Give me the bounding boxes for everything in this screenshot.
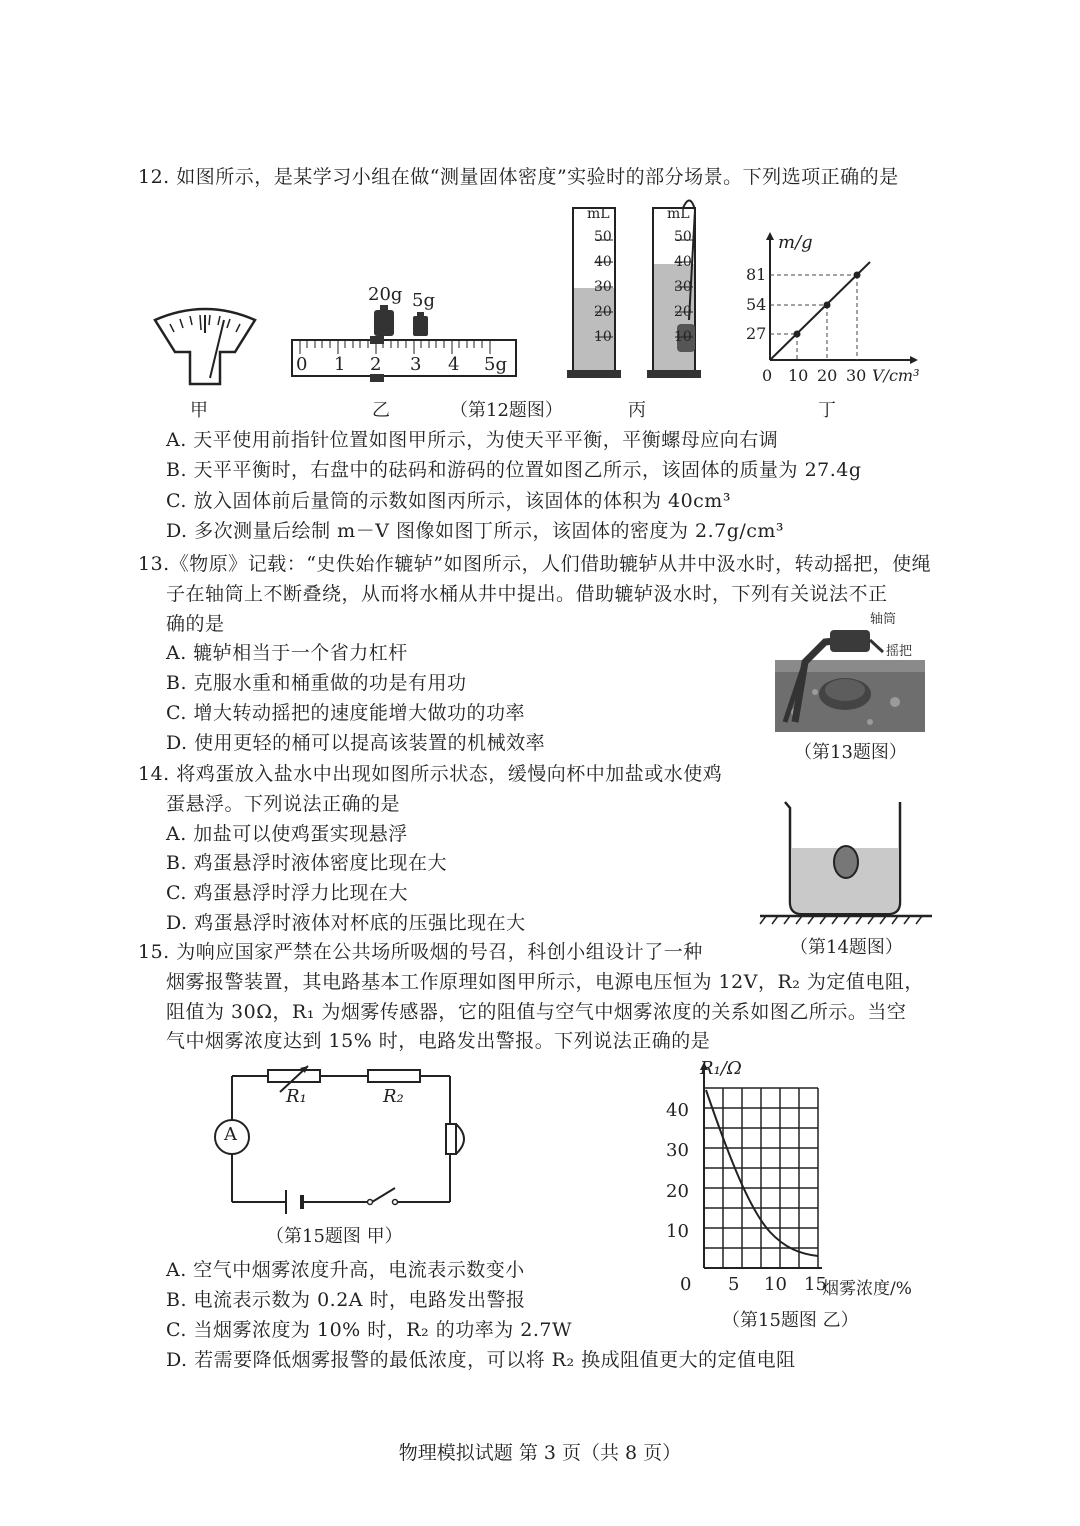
fig12-label-yi: 乙 bbox=[372, 400, 390, 421]
mv-ytick-81: 81 bbox=[746, 265, 767, 284]
q13-option-a: A. 辘轳相当于一个省力杠杆 bbox=[166, 642, 408, 664]
fig12-label-ding: 丁 bbox=[818, 400, 836, 421]
mv-xtick-20: 20 bbox=[817, 366, 838, 385]
q13-option-b: B. 克服水重和桶重做的功是有用功 bbox=[166, 672, 467, 694]
cylinder1-tick-10: 10 bbox=[594, 329, 612, 345]
q14-option-d: D. 鸡蛋悬浮时液体对杯底的压强比现在大 bbox=[166, 912, 526, 934]
scale-tick-0: 0 bbox=[296, 354, 308, 375]
q15-option-b: B. 电流表示数为 0.2A 时，电路发出警报 bbox=[166, 1289, 526, 1311]
r1-graph-ylabel: R₁/Ω bbox=[700, 1058, 742, 1079]
mv-xtick-30: 30 bbox=[846, 366, 867, 385]
q14-option-c: C. 鸡蛋悬浮时浮力比现在大 bbox=[166, 882, 408, 904]
scale-tick-2: 2 bbox=[370, 354, 382, 375]
r2-label: R₂ bbox=[383, 1086, 404, 1107]
fig15a-caption: （第15题图 甲） bbox=[266, 1226, 403, 1247]
q15-option-a: A. 空气中烟雾浓度升高，电流表示数变小 bbox=[166, 1259, 525, 1281]
r1-xtick-5: 5 bbox=[728, 1274, 740, 1295]
q15-stem-line3: 阻值为 30Ω，R₁ 为烟雾传感器，它的阻值与空气中烟雾浓度的关系如图乙所示。当空 bbox=[166, 1001, 907, 1023]
r1-xtick-0: 0 bbox=[680, 1274, 692, 1295]
r1-ytick-10: 10 bbox=[666, 1221, 689, 1242]
cylinder1-tick-50: 50 bbox=[594, 229, 612, 245]
mv-graph-ylabel: m/g bbox=[778, 232, 813, 253]
r1-ytick-20: 20 bbox=[666, 1181, 689, 1202]
q13-option-d: D. 使用更轻的桶可以提高该装置的机械效率 bbox=[166, 732, 546, 754]
fig12-label-bing: 丙 bbox=[628, 400, 646, 421]
graduated-cylinders bbox=[565, 200, 715, 385]
weight-5g-label: 5g bbox=[412, 290, 435, 311]
cylinder2-unit: mL bbox=[667, 206, 690, 222]
scale-tick-5g: 5g bbox=[484, 354, 507, 375]
cylinder2-tick-20: 20 bbox=[674, 304, 692, 320]
ammeter-label: A bbox=[224, 1124, 237, 1145]
q13-stem-line3: 确的是 bbox=[166, 613, 225, 635]
r1-xtick-10: 10 bbox=[764, 1274, 787, 1295]
windlass-photo bbox=[775, 612, 925, 732]
cylinder2-tick-10: 10 bbox=[674, 329, 692, 345]
mv-xtick-0: 0 bbox=[762, 366, 773, 385]
mv-graph-xlabel: V/cm³ bbox=[872, 366, 920, 385]
mv-xtick-10: 10 bbox=[788, 366, 809, 385]
q12-option-a: A. 天平使用前指针位置如图甲所示，为使天平平衡，平衡螺母应向右调 bbox=[166, 429, 779, 451]
fig15b-caption: （第15题图 乙） bbox=[722, 1310, 859, 1331]
r1-concentration-graph bbox=[690, 1060, 825, 1275]
cylinder2-tick-30: 30 bbox=[674, 279, 692, 295]
cylinder1-tick-20: 20 bbox=[594, 304, 612, 320]
smoke-alarm-circuit bbox=[210, 1062, 490, 1212]
beaker-egg-figure bbox=[760, 792, 932, 927]
q14-option-b: B. 鸡蛋悬浮时液体密度比现在大 bbox=[166, 852, 448, 874]
scale-tick-3: 3 bbox=[410, 354, 422, 375]
r1-label: R₁ bbox=[286, 1086, 307, 1107]
q12-option-d: D. 多次测量后绘制 m－V 图像如图丁所示，该固体的密度为 2.7g/cm³ bbox=[166, 520, 785, 542]
q15-option-c: C. 当烟雾浓度为 10% 时，R₂ 的功率为 2.7W bbox=[166, 1319, 572, 1341]
q14-option-a: A. 加盐可以使鸡蛋实现悬浮 bbox=[166, 823, 408, 845]
scale-tick-1: 1 bbox=[334, 354, 346, 375]
r1-xtick-15: 15 bbox=[804, 1274, 827, 1295]
fig13-label-yaoba: 摇把 bbox=[886, 644, 913, 659]
weight-20g-label: 20g bbox=[368, 284, 403, 305]
fig13-label-zhoutong: 轴筒 bbox=[870, 612, 897, 627]
q15-stem-line1: 15. 为响应国家严禁在公共场所吸烟的号召，科创小组设计了一种 bbox=[138, 941, 703, 963]
cylinder1-unit: mL bbox=[587, 206, 610, 222]
balance-pointer-figure bbox=[150, 300, 260, 390]
q12-option-c: C. 放入固体前后量筒的示数如图丙所示，该固体的体积为 40cm³ bbox=[166, 490, 731, 512]
mv-ytick-27: 27 bbox=[746, 324, 767, 343]
q12-stem: 12. 如图所示，是某学习小组在做“测量固体密度”实验时的部分场景。下列选项正确的是 bbox=[138, 166, 899, 188]
mv-ytick-54: 54 bbox=[746, 295, 767, 314]
fig13-caption: （第13题图） bbox=[794, 742, 907, 763]
q15-stem-line2: 烟雾报警装置，其电路基本工作原理如图甲所示，电源电压恒为 12V，R₂ 为定值电阻， bbox=[166, 971, 924, 993]
cylinder2-tick-50: 50 bbox=[674, 229, 692, 245]
q13-stem-line1: 13.《物原》记载：“史佚始作辘轳”如图所示，人们借助辘轳从井中汲水时，转动摇把，使绳 bbox=[138, 553, 932, 575]
cylinder1-tick-30: 30 bbox=[594, 279, 612, 295]
fig12-caption: （第12题图） bbox=[450, 400, 563, 421]
q13-option-c: C. 增大转动摇把的速度能增大做功的功率 bbox=[166, 702, 525, 724]
q15-option-d: D. 若需要降低烟雾报警的最低浓度，可以将 R₂ 换成阻值更大的定值电阻 bbox=[166, 1349, 796, 1371]
fig12-label-jia: 甲 bbox=[190, 400, 208, 421]
r1-ytick-40: 40 bbox=[666, 1100, 689, 1121]
q15-stem-line4: 气中烟雾浓度达到 15% 时，电路发出警报。下列说法正确的是 bbox=[166, 1030, 711, 1052]
q14-stem-line2: 蛋悬浮。下列说法正确的是 bbox=[166, 793, 401, 815]
cylinder2-tick-40: 40 bbox=[674, 254, 692, 270]
q13-stem-line2: 子在轴筒上不断叠绕，从而将水桶从井中提出。借助辘轳汲水时，下列有关说法不正 bbox=[166, 583, 888, 605]
page-footer: 物理模拟试题 第 3 页（共 8 页） bbox=[398, 1442, 682, 1464]
r1-graph-xlabel: 烟雾浓度/% bbox=[822, 1279, 912, 1299]
scale-tick-4: 4 bbox=[448, 354, 460, 375]
cylinder1-tick-40: 40 bbox=[594, 254, 612, 270]
q12-option-b: B. 天平平衡时，右盘中的砝码和游码的位置如图乙所示，该固体的质量为 27.4g bbox=[166, 459, 862, 481]
q14-stem-line1: 14. 将鸡蛋放入盐水中出现如图所示状态，缓慢向杯中加盐或水使鸡 bbox=[138, 763, 723, 785]
fig14-caption: （第14题图） bbox=[790, 937, 903, 958]
weight-blocks bbox=[370, 308, 440, 338]
r1-ytick-30: 30 bbox=[666, 1140, 689, 1161]
